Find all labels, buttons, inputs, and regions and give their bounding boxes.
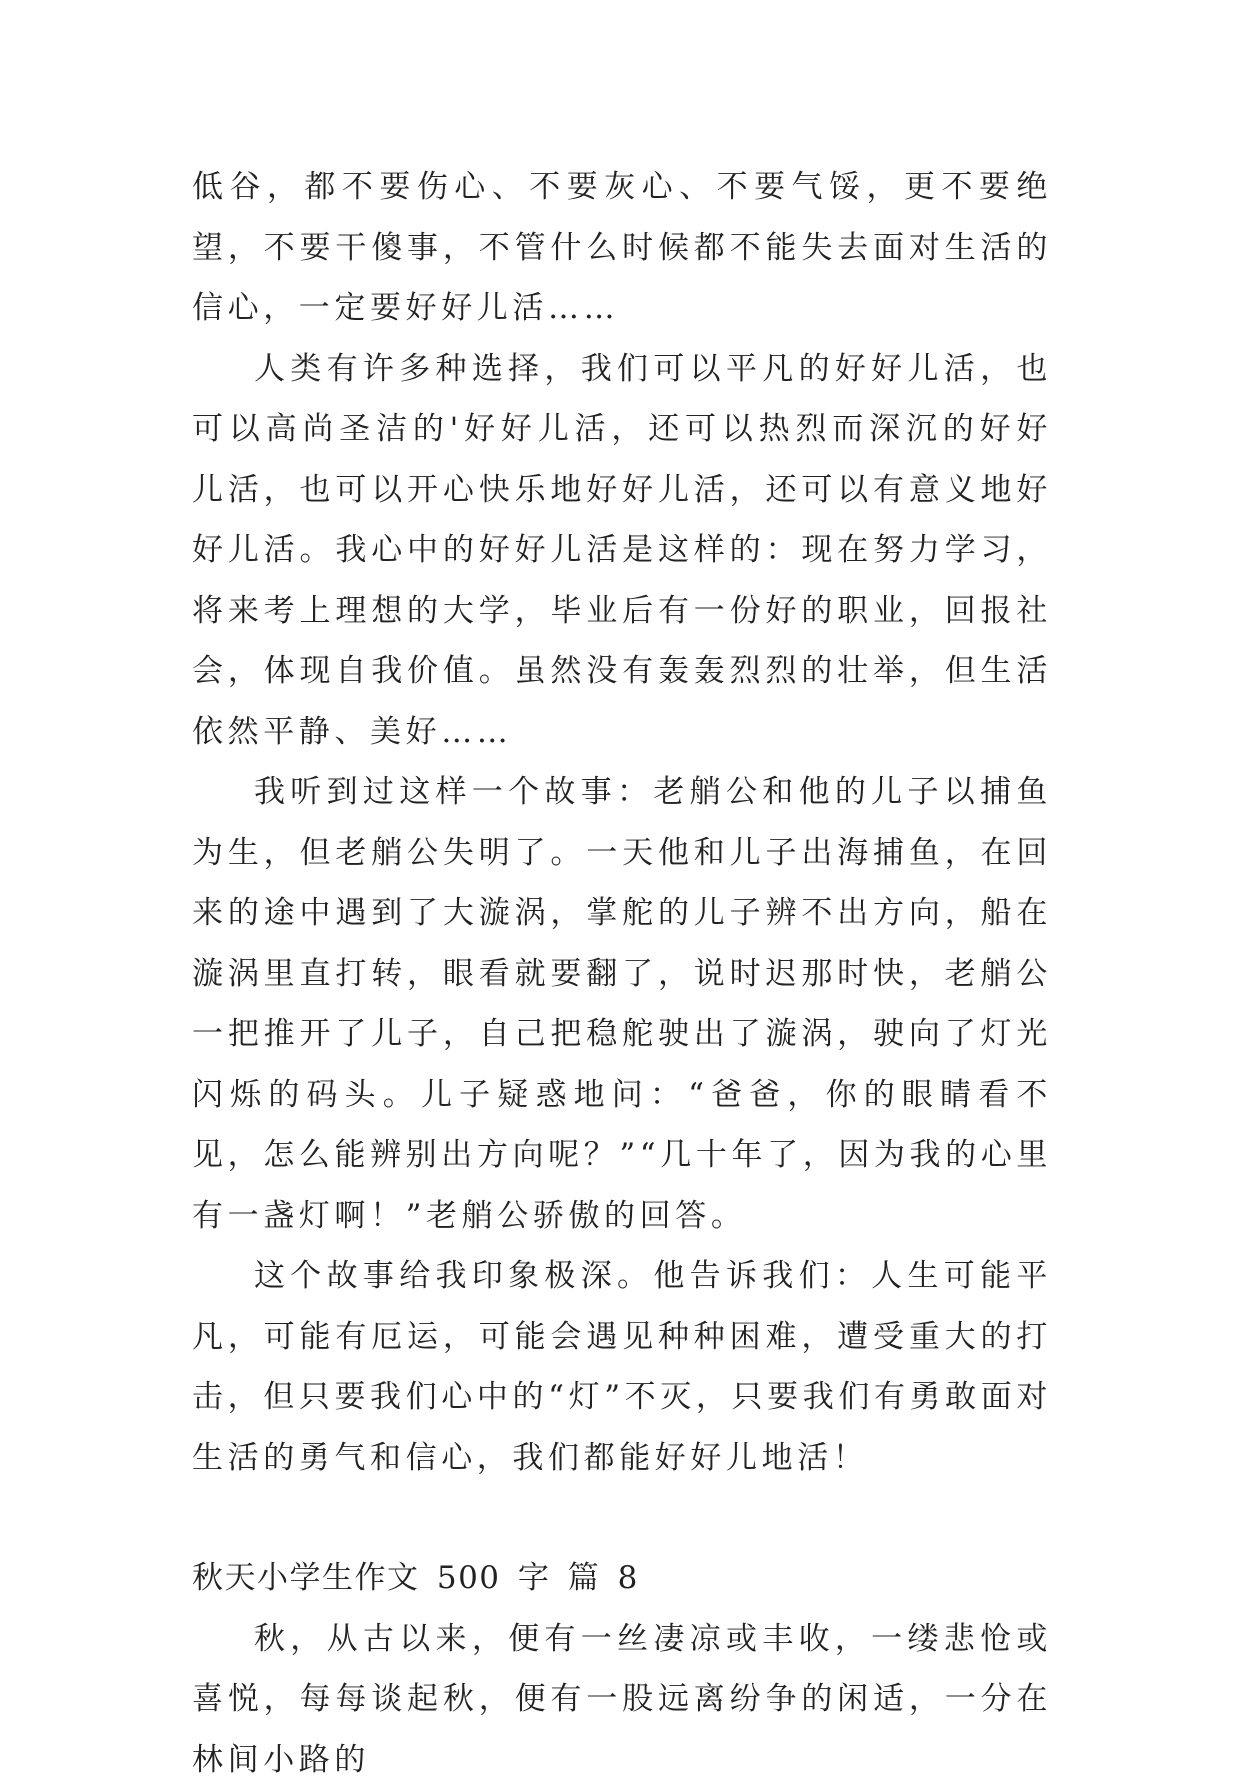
paragraph-autumn: 秋，从古以来，便有一丝凄凉或丰收，一缕悲怆或喜悦，每每谈起秋，便有一股远离纷争的闲适，一分在林间小路的 [192,1609,1052,1790]
section-title: 秋天小学生作文 500 字 篇 8 [192,1548,1052,1609]
paragraph-lesson: 这个故事给我印象极深。他告诉我们：人生可能平凡，可能有厄运，可能会遇见种种困难，遭受重大的打击，但只要我们心中的“灯”不灭，只要我们有勇敢面对生活的勇气和信心，我们都能好好儿地活！ [192,1246,1052,1488]
paragraph-story: 我听到过这样一个故事：老艄公和他的儿子以捕鱼为生，但老艄公失明了。一天他和儿子出海捕鱼，在回来的途中遇到了大漩涡，掌舵的儿子辨不出方向，船在漩涡里直打转，眼看就要翻了，说时迟那时快，老艄公一把推开了儿子，自己把稳舵驶出了漩涡，驶向了灯光闪烁的码头。儿子疑惑地问：“爸爸，你的眼睛看不见，怎么能辨别出方向呢？”“几十年了，因为我的心里有一盏灯啊！”老艄公骄傲的回答。 [192,762,1052,1246]
paragraph-choices: 人类有许多种选择，我们可以平凡的好好儿活，也可以高尚圣洁的'好好儿活，还可以热烈而深沉的好好儿活，也可以开心快乐地好好儿活，还可以有意义地好好儿活。我心中的好好儿活是这样的：现在努力学习，将来考上理想的大学，毕业后有一份好的职业，回报社会，体现自我价值。虽然没有轰轰烈烈的壮举，但生活依然平静、美好…… [192,339,1052,763]
paragraph-continuation: 低谷，都不要伤心、不要灰心、不要气馁，更不要绝望，不要干傻事，不管什么时候都不能失去面对生活的信心，一定要好好儿活…… [192,157,1052,339]
document-body [192,157,1052,1790]
